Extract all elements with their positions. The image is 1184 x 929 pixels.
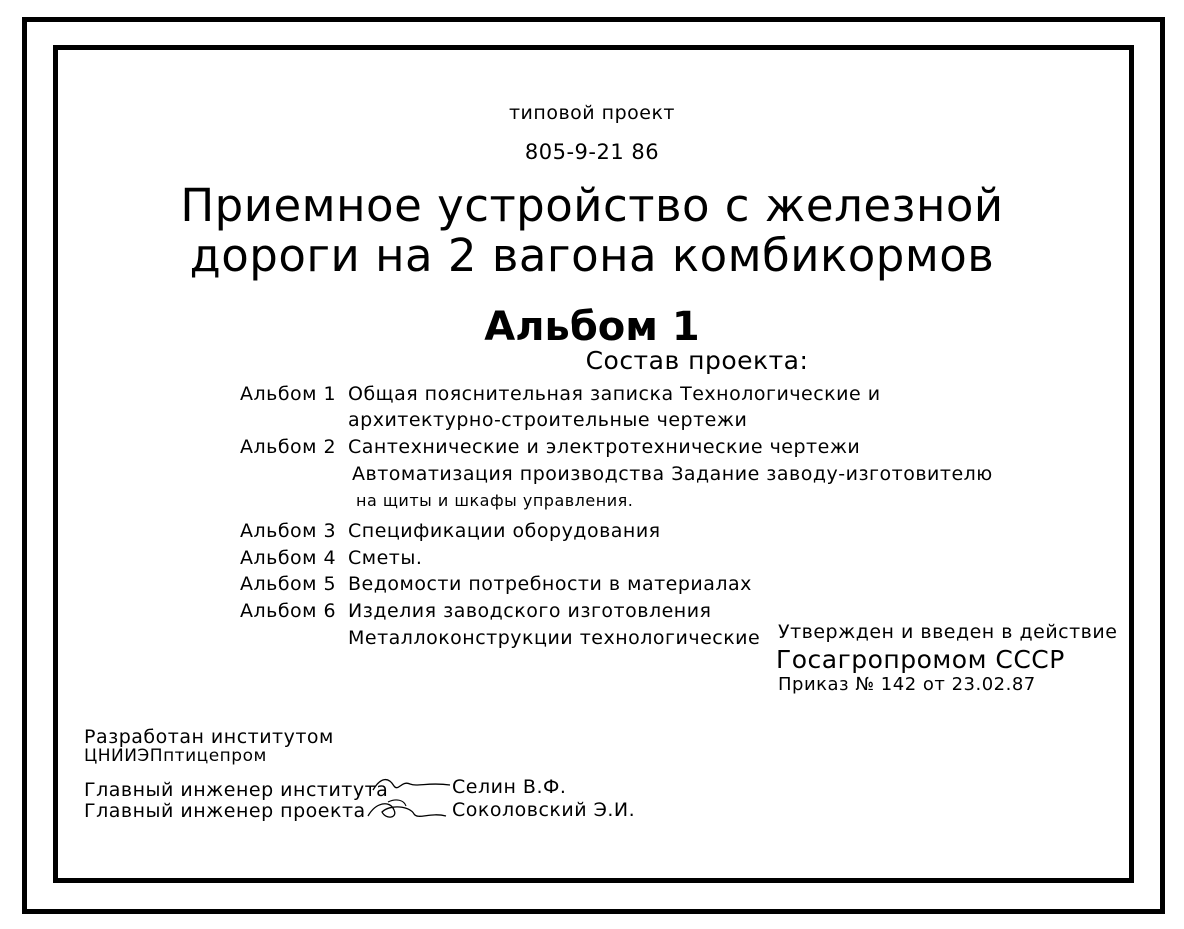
developer-line-2: ЦНИИЭПптицепром	[84, 746, 267, 766]
series-label: типовой проект	[508, 102, 675, 124]
album-2-line-1: Сантехнические и электротехнические чертежи	[348, 436, 861, 458]
chief-project-name: Соколовский Э.И.	[452, 799, 636, 821]
project-code: 805-9-21 86	[524, 140, 660, 164]
approval-line-2: Госагропромом СССР	[776, 645, 1065, 674]
signature-sokolovsky	[360, 794, 450, 824]
approval-line-1: Утвержден и введен в действие	[778, 621, 1118, 643]
title-line-2: дороги на 2 вагона комбикормов	[189, 229, 995, 282]
album-1-line-1: Общая пояснительная записка Технологические и	[348, 383, 881, 405]
album-2-line-2: Автоматизация производства Задание заводу-изготовителю	[352, 463, 993, 485]
chief-institute-name: Селин В.Ф.	[452, 776, 567, 798]
album-2-name: Альбом 2	[240, 436, 337, 458]
chief-institute-role: Главный инженер института	[84, 779, 389, 801]
album-5-line-1: Ведомости потребности в материалах	[348, 573, 752, 595]
album-5-name: Альбом 5	[240, 573, 337, 595]
album-1-name: Альбом 1	[240, 383, 337, 405]
album-6-name: Альбом 6	[240, 600, 337, 622]
composition-heading: Состав проекта:	[585, 346, 809, 375]
chief-project-role: Главный инженер проекта	[84, 800, 366, 822]
album-heading: Альбом 1	[484, 304, 700, 350]
album-6-line-1: Изделия заводского изготовления	[348, 600, 712, 622]
album-1-line-2: архитектурно-строительные чертежи	[348, 409, 748, 431]
developer-line-1: Разработан институтом	[84, 726, 334, 748]
approval-line-3: Приказ № 142 от 23.02.87	[778, 674, 1036, 695]
album-4-name: Альбом 4	[240, 547, 337, 569]
album-6-line-2: Металлоконструкции технологические	[348, 627, 761, 649]
album-3-name: Альбом 3	[240, 520, 337, 542]
title-line-1: Приемное устройство с железной	[180, 179, 1004, 232]
album-2-line-3: на щиты и шкафы управления.	[356, 491, 634, 510]
album-4-line-1: Сметы.	[348, 547, 423, 569]
album-3-line-1: Спецификации оборудования	[348, 520, 661, 542]
